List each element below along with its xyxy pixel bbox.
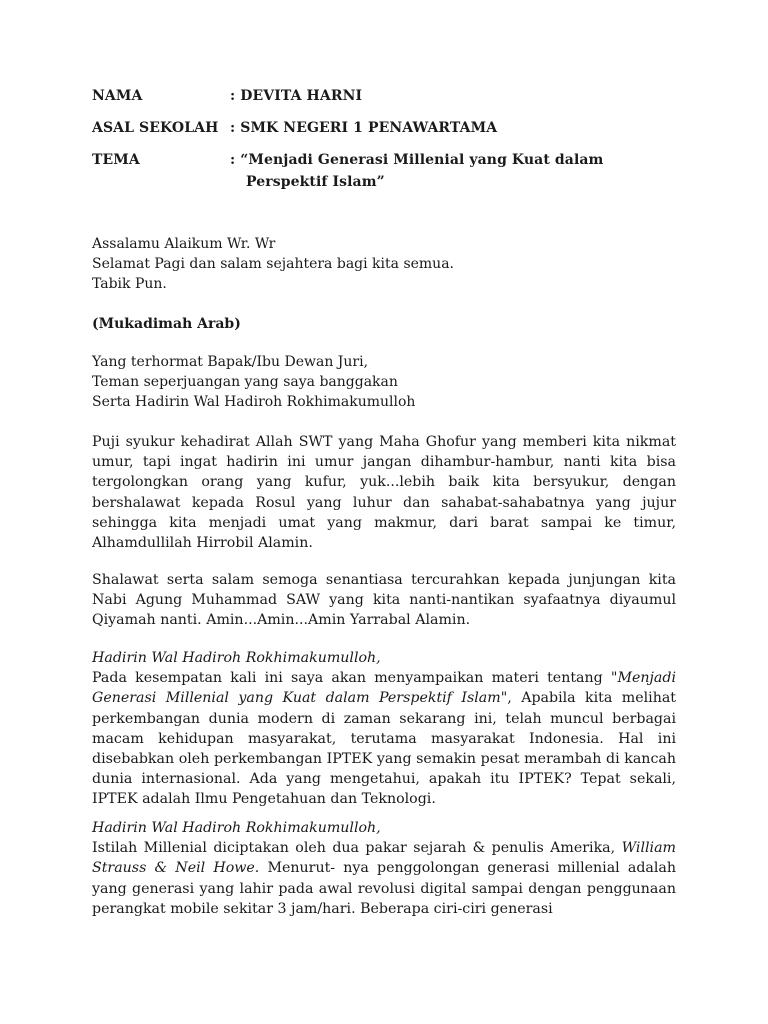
- paragraph-shalawat: [92, 570, 676, 631]
- paragraph-istilah-text-1: Istilah Millenial diciptakan oleh dua pakar sejarah & penulis Amerika,: [92, 840, 622, 857]
- paragraph-materi-text-1: Pada kesempatan kali ini saya akan menyampaikan materi tentang: [92, 670, 611, 687]
- greeting-line-2: Selamat Pagi dan salam sejahtera bagi kita semua.: [92, 256, 454, 272]
- paragraph-istilah: [92, 818, 676, 919]
- paragraph-istilah-names: William Strauss & Neil Howe: [92, 840, 676, 877]
- salutation-line-2: Teman seperjuangan yang saya banggakan: [92, 374, 398, 390]
- salutation-line-1: Yang terhormat Bapak/Ibu Dewan Juri,: [92, 354, 369, 370]
- greeting-line-3: Tabik Pun.: [92, 276, 167, 292]
- paragraph-materi: [92, 648, 676, 810]
- header-nama-label: NAMA: [92, 88, 143, 104]
- paragraph-istilah-heading: Hadirin Wal Hadiroh Rokhimakumulloh,: [92, 820, 381, 836]
- paragraph-puji-syukur: [92, 432, 676, 553]
- mukadimah-heading: (Mukadimah Arab): [92, 316, 241, 332]
- header-tema-label: TEMA: [92, 152, 140, 168]
- header-asal-value: : SMK NEGERI 1 PENAWARTAMA: [230, 120, 498, 136]
- paragraph-materi-heading: Hadirin Wal Hadiroh Rokhimakumulloh,: [92, 650, 381, 666]
- header-tema-value: : “Menjadi Generasi Millenial yang Kuat dalam: [230, 152, 604, 168]
- header-tema-value-2: Perspektif Islam”: [246, 174, 385, 190]
- greeting-line-1: Assalamu Alaikum Wr. Wr: [92, 236, 276, 252]
- header-asal-label: ASAL SEKOLAH: [92, 120, 219, 136]
- paragraph-puji-syukur-text: Puji syukur kehadirat Allah SWT yang Maha Ghofur yang memberi kita nikmat umur, tapi ingat hadirin ini umur jangan dihambur-hambur, nanti kita bisa tergolongkan orang yang kufur, yuk...lebih baik kita bersyukur, dengan bershalawat kepada Rosul yang luhur dan sahabat-sahabatnya yang jujur sehingga kita menjadi umat yang makmur, dari barat sampai ke timur, Alhamdullilah Hirrobil Alamin.: [92, 434, 676, 552]
- paragraph-materi-theme: "Menjadi Generasi Millenial yang Kuat dalam Perspektif Islam: [92, 670, 676, 707]
- salutation-line-3: Serta Hadirin Wal Hadiroh Rokhimakumulloh: [92, 394, 416, 410]
- header-nama-value: : DEVITA HARNI: [230, 88, 363, 104]
- paragraph-istilah-text-2: . Menurut- nya penggolongan generasi millenial adalah yang generasi yang lahir pada awal revolusi digital sampai dengan penggunaan perangkat mobile sekitar 3 jam/hari. Beberapa ciri-ciri generasi: [92, 860, 677, 917]
- paragraph-shalawat-text: Shalawat serta salam semoga senantiasa tercurahkan kepada junjungan kita Nabi Agung Muhammad SAW yang kita nanti-nantikan syafaatnya diyaumul Qiyamah nanti. Amin...Amin...Amin Yarrabal Alamin.: [92, 572, 676, 629]
- paragraph-materi-text-2: ", Apabila kita melihat perkembangan dunia modern di zaman sekarang ini, telah muncul berbagai macam kehidupan masyarakat, terutama masyarakat Indonesia. Hal ini disebabkan oleh perkembangan IPTEK yang semakin pesat merambah di kancah dunia internasional. Ada yang mengetahui, apakah itu IPTEK? Tepat sekali, IPTEK adalah Ilmu Pengetahuan dan Teknologi.: [92, 690, 676, 808]
